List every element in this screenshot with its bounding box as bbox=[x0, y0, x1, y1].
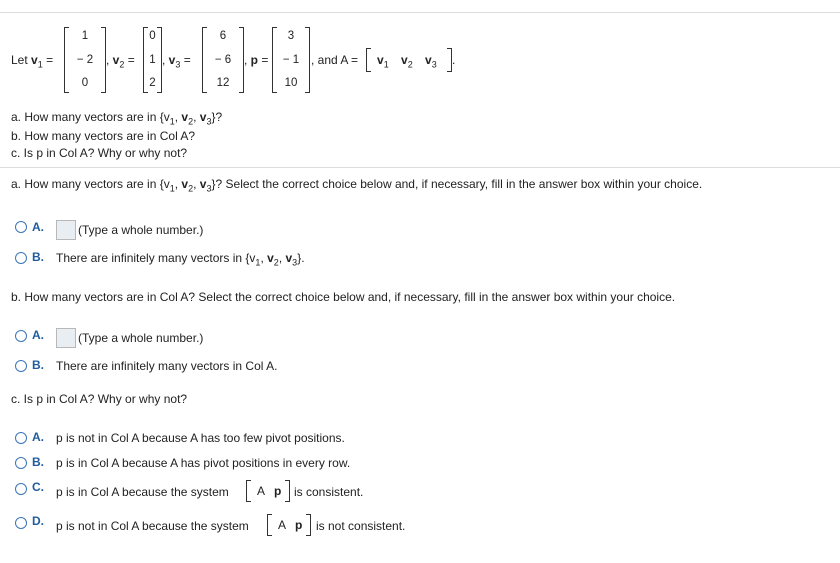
part-b-option-b-radio[interactable] bbox=[15, 360, 27, 372]
v3-entry: − 6 bbox=[214, 54, 232, 66]
part-c-option-c-radio[interactable] bbox=[15, 483, 27, 495]
part-b-option-b-text: There are infinitely many vectors in Col A. bbox=[56, 359, 278, 373]
part-b-answer-box[interactable] bbox=[56, 328, 76, 348]
part-b-option-a-radio[interactable] bbox=[15, 330, 27, 342]
part-a-option-a-text: (Type a whole number.) bbox=[78, 223, 204, 237]
p-entry: − 1 bbox=[282, 54, 300, 66]
v2-entry: 1 bbox=[149, 54, 156, 66]
part-a-prompt: a. How many vectors are in {$v_1$, $v_2$, $v_3$}? Select the correct choice below and, if necessary, fill in the answer box within your choice. bbox=[11, 177, 703, 194]
period: . bbox=[452, 53, 456, 67]
part-c-option-a-text: p is not in Col A because A has too few pivot positions. bbox=[56, 431, 345, 445]
part-b-option-b-letter: B. bbox=[32, 358, 44, 372]
part-c-option-d-text-pre: p is not in Col A because the system bbox=[56, 519, 249, 533]
system-A: A bbox=[257, 484, 266, 498]
p-label: , p = bbox=[244, 53, 269, 67]
part-c-option-b-radio[interactable] bbox=[15, 457, 27, 469]
question-a: a. How many vectors are in {$v_1$, $v_2$, $v_3$}? bbox=[11, 110, 223, 127]
v2-label: , $v_2$ = bbox=[106, 53, 135, 70]
part-c-option-b-letter: B. bbox=[32, 455, 44, 469]
part-a-answer-box[interactable] bbox=[56, 220, 76, 240]
part-b-prompt: b. How many vectors are in Col A? Select the correct choice below and, if necessary, fill in the answer box within your choice. bbox=[11, 290, 676, 304]
v3-label: , $v_3$ = bbox=[162, 53, 191, 70]
v1-entry: 0 bbox=[81, 77, 89, 89]
v1-entry: 1 bbox=[81, 30, 89, 42]
part-c-option-d-radio[interactable] bbox=[15, 517, 27, 529]
system-p: p bbox=[295, 518, 303, 532]
question-c: c. Is p in Col A? Why or why not? bbox=[11, 146, 188, 160]
part-a-option-a-letter: A. bbox=[32, 220, 44, 234]
section-divider bbox=[0, 167, 840, 168]
part-c-option-b-text: p is in Col A because A has pivot positions in every row. bbox=[56, 456, 351, 470]
part-c-option-c-letter: C. bbox=[32, 480, 44, 494]
system-A: A bbox=[278, 518, 287, 532]
vector-v1 bbox=[64, 27, 106, 93]
v3-entry: 12 bbox=[216, 77, 230, 89]
part-a-option-b-letter: B. bbox=[32, 250, 44, 264]
part-a-option-b-text: There are infinitely many vectors in {$v_1$, $v_2$, $v_3$}. bbox=[56, 251, 305, 268]
vector-v2 bbox=[143, 27, 162, 93]
system-matrix-c bbox=[246, 480, 290, 502]
and-a-label: , and A = bbox=[311, 53, 359, 67]
top-divider bbox=[0, 12, 840, 13]
system-p: p bbox=[274, 484, 282, 498]
part-c-option-c-text-post: is consistent. bbox=[294, 485, 364, 499]
matrix-A bbox=[366, 48, 452, 72]
part-c-option-d-letter: D. bbox=[32, 514, 44, 528]
part-c-option-a-radio[interactable] bbox=[15, 432, 27, 444]
part-c-option-a-letter: A. bbox=[32, 430, 44, 444]
v1-entry: − 2 bbox=[76, 54, 94, 66]
matrix-A-col: $v_3$ bbox=[425, 53, 437, 70]
part-a-option-b-radio[interactable] bbox=[15, 252, 27, 264]
part-b-option-a-letter: A. bbox=[32, 328, 44, 342]
part-a-option-a-radio[interactable] bbox=[15, 221, 27, 233]
p-entry: 3 bbox=[287, 30, 295, 42]
p-entry: 10 bbox=[284, 77, 298, 89]
question-b: b. How many vectors are in Col A? bbox=[11, 129, 196, 143]
part-c-option-d-text-post: is not consistent. bbox=[316, 519, 406, 533]
part-c-prompt: c. Is p in Col A? Why or why not? bbox=[11, 392, 188, 406]
let-label: Let $v_1$ = bbox=[11, 53, 54, 70]
v2-entry: 0 bbox=[149, 30, 156, 42]
matrix-A-col: $v_1$ bbox=[377, 53, 389, 70]
v2-entry: 2 bbox=[149, 77, 156, 89]
part-b-option-a-text: (Type a whole number.) bbox=[78, 331, 204, 345]
v3-entry: 6 bbox=[219, 30, 227, 42]
part-c-option-c-text-pre: p is in Col A because the system bbox=[56, 485, 229, 499]
matrix-A-col: $v_2$ bbox=[401, 53, 413, 70]
vector-p bbox=[272, 27, 310, 93]
system-matrix-d bbox=[267, 514, 311, 536]
vector-v3 bbox=[202, 27, 244, 93]
